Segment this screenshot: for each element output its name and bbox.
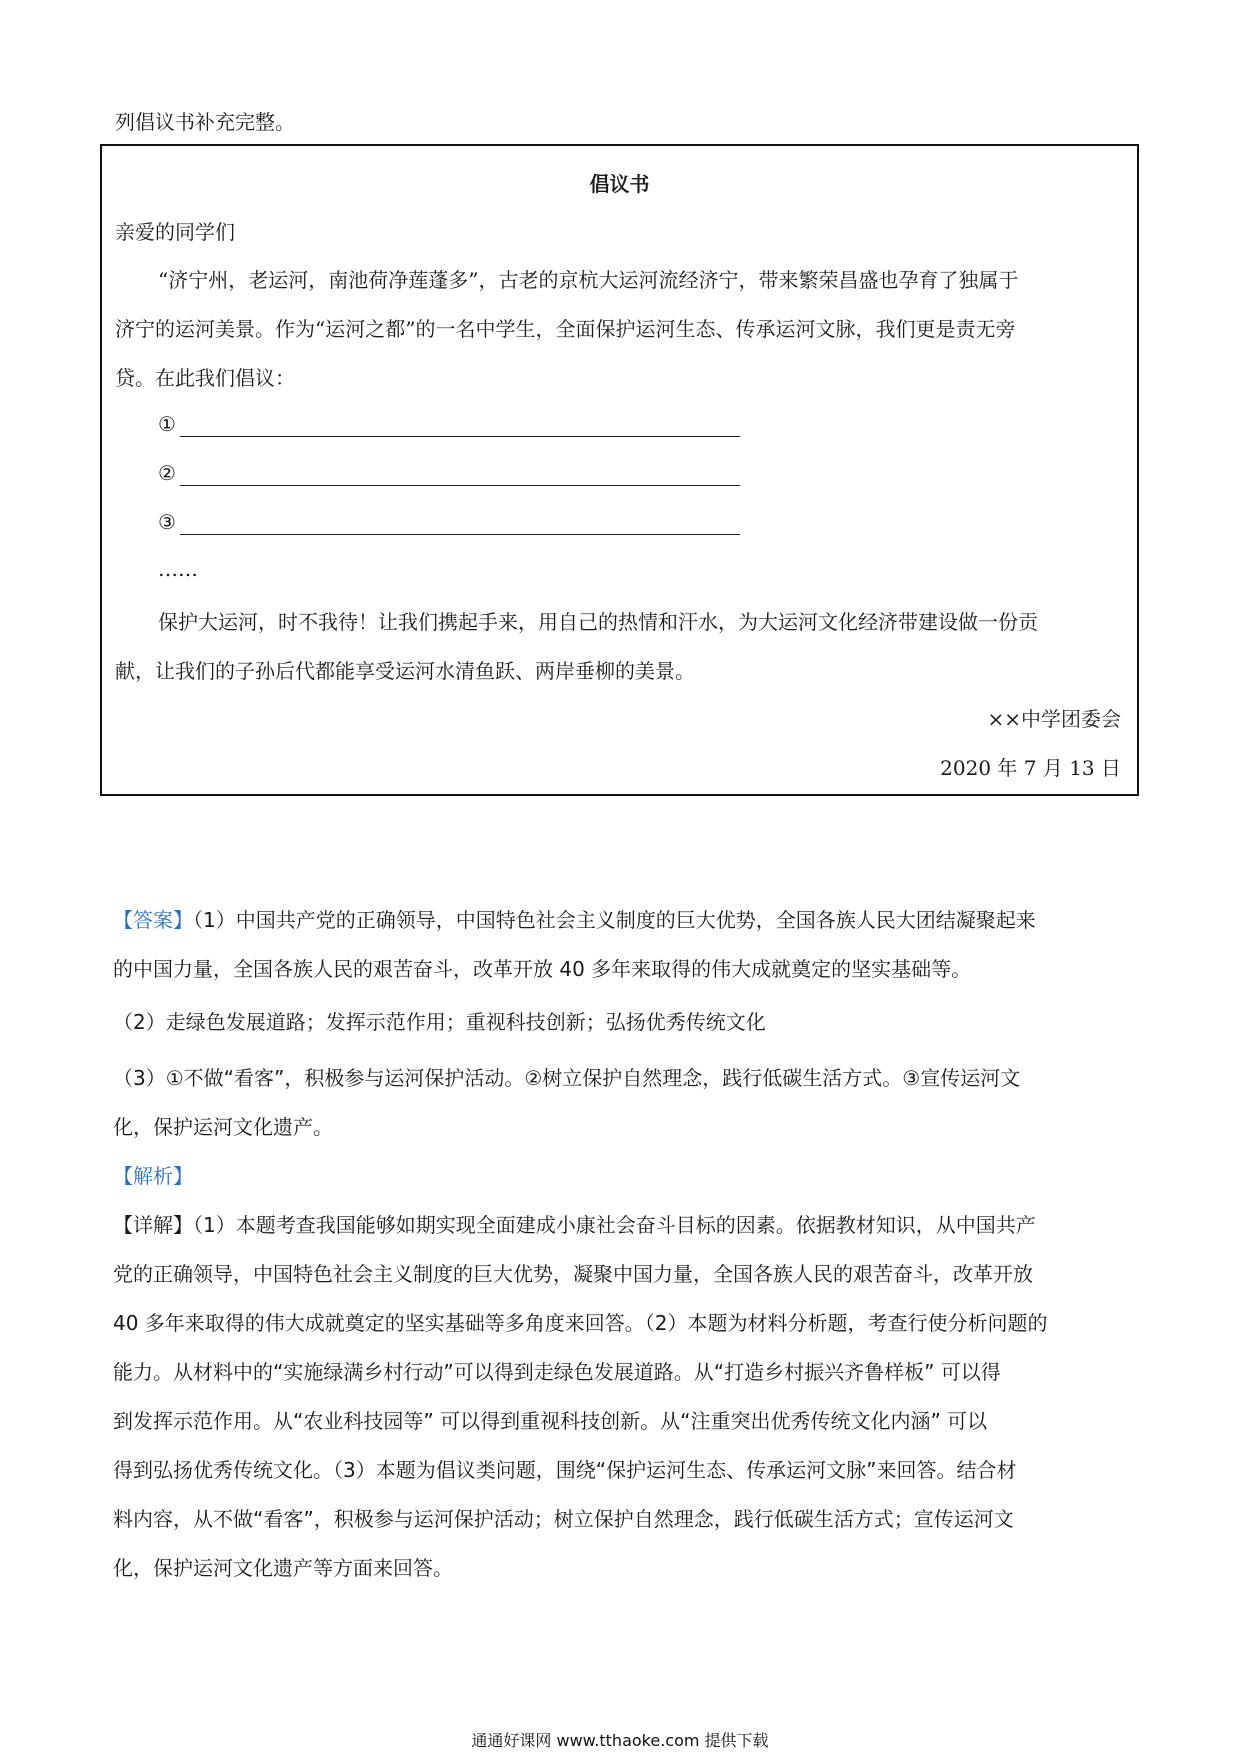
letter-salutation: 亲爱的同学们 bbox=[115, 220, 235, 244]
analysis-label: 【解析】 bbox=[113, 1164, 193, 1188]
answer-1-line1: （1）中国共产党的正确领导，中国特色社会主义制度的巨大优势，全国各族人民大团结凝聚起来 bbox=[193, 908, 1036, 932]
answer-label: 【答案】 bbox=[113, 908, 193, 932]
answer-line1 bbox=[113, 904, 1036, 933]
letter-date: 2020 年 7 月 13 日 bbox=[940, 756, 1121, 780]
fill-in-line[interactable] bbox=[180, 534, 740, 535]
analysis-line6: 得到弘扬优秀传统文化。（3）本题为倡议类问题，围绕“保护运河生态、传承运河文脉”来回答。结合材 bbox=[113, 1458, 1017, 1482]
letter-ellipsis: …… bbox=[158, 557, 198, 581]
proposal-letter-box bbox=[100, 144, 1139, 796]
analysis-line1 bbox=[113, 1209, 1036, 1238]
page-footer: 通通好课网 www.tthaoke.com 提供下载 bbox=[471, 1731, 769, 1750]
letter-para1-line1: “济宁州，老运河，南池荷净莲蓬多”，古老的京杭大运河流经济宁，带来繁荣昌盛也孕育了独属于 bbox=[158, 268, 1019, 292]
blank-number: ③ bbox=[158, 510, 176, 534]
intro-text: 列倡议书补充完整。 bbox=[115, 110, 295, 134]
analysis-line5: 到发挥示范作用。从“农业科技园等” 可以得到重视科技创新。从“注重突出优秀传统文化内涵” 可以 bbox=[113, 1409, 988, 1433]
analysis-line8: 化，保护运河文化遗产等方面来回答。 bbox=[113, 1556, 453, 1580]
answer-3-line2: 化，保护运河文化遗产。 bbox=[113, 1115, 333, 1139]
letter-para1-line2: 济宁的运河美景。作为“运河之都”的一名中学生，全面保护运河生态、传承运河文脉，我们更是责无旁 bbox=[115, 317, 1016, 341]
analysis-line4: 能力。从材料中的“实施绿满乡村行动”可以得到走绿色发展道路。从“打造乡村振兴齐鲁样板” 可以得 bbox=[113, 1360, 1001, 1384]
blank-number: ② bbox=[158, 461, 176, 485]
analysis-text-line1: （1）本题考查我国能够如期实现全面建成小康社会奋斗目标的因素。依据教材知识，从中国共产 bbox=[193, 1213, 1036, 1237]
answer-2: （2）走绿色发展道路；发挥示范作用；重视科技创新；弘扬优秀传统文化 bbox=[113, 1010, 766, 1034]
answer-1-line2: 的中国力量，全国各族人民的艰苦奋斗，改革开放 40 多年来取得的伟大成就奠定的坚实基础等。 bbox=[113, 957, 972, 981]
letter-para2-line1: 保护大运河，时不我待！让我们携起手来，用自己的热情和汗水，为大运河文化经济带建设做一份贡 bbox=[158, 610, 1038, 634]
blank-number: ① bbox=[158, 412, 176, 436]
letter-para2-line2: 献，让我们的子孙后代都能享受运河水清鱼跃、两岸垂柳的美景。 bbox=[115, 659, 695, 683]
detail-label: 【详解】 bbox=[113, 1213, 193, 1237]
analysis-line3: 40 多年来取得的伟大成就奠定的坚实基础等多角度来回答。（2）本题为材料分析题，考查行使分析问题的 bbox=[113, 1311, 1048, 1335]
analysis-line7: 料内容，从不做“看客”，积极参与运河保护活动；树立保护自然理念，践行低碳生活方式；宣传运河文 bbox=[113, 1507, 1014, 1531]
fill-in-line[interactable] bbox=[180, 485, 740, 486]
letter-para1-line3: 贷。在此我们倡议： bbox=[115, 366, 295, 390]
fill-in-line[interactable] bbox=[180, 436, 740, 437]
letter-signature: ××中学团委会 bbox=[987, 707, 1121, 731]
analysis-line2: 党的正确领导，中国特色社会主义制度的巨大优势，凝聚中国力量，全国各族人民的艰苦奋斗，改革开放 bbox=[113, 1262, 1033, 1286]
letter-title: 倡议书 bbox=[589, 172, 650, 196]
answer-3-line1: （3）①不做“看客”，积极参与运河保护活动。②树立保护自然理念，践行低碳生活方式。③宣传运河文 bbox=[113, 1066, 1021, 1090]
